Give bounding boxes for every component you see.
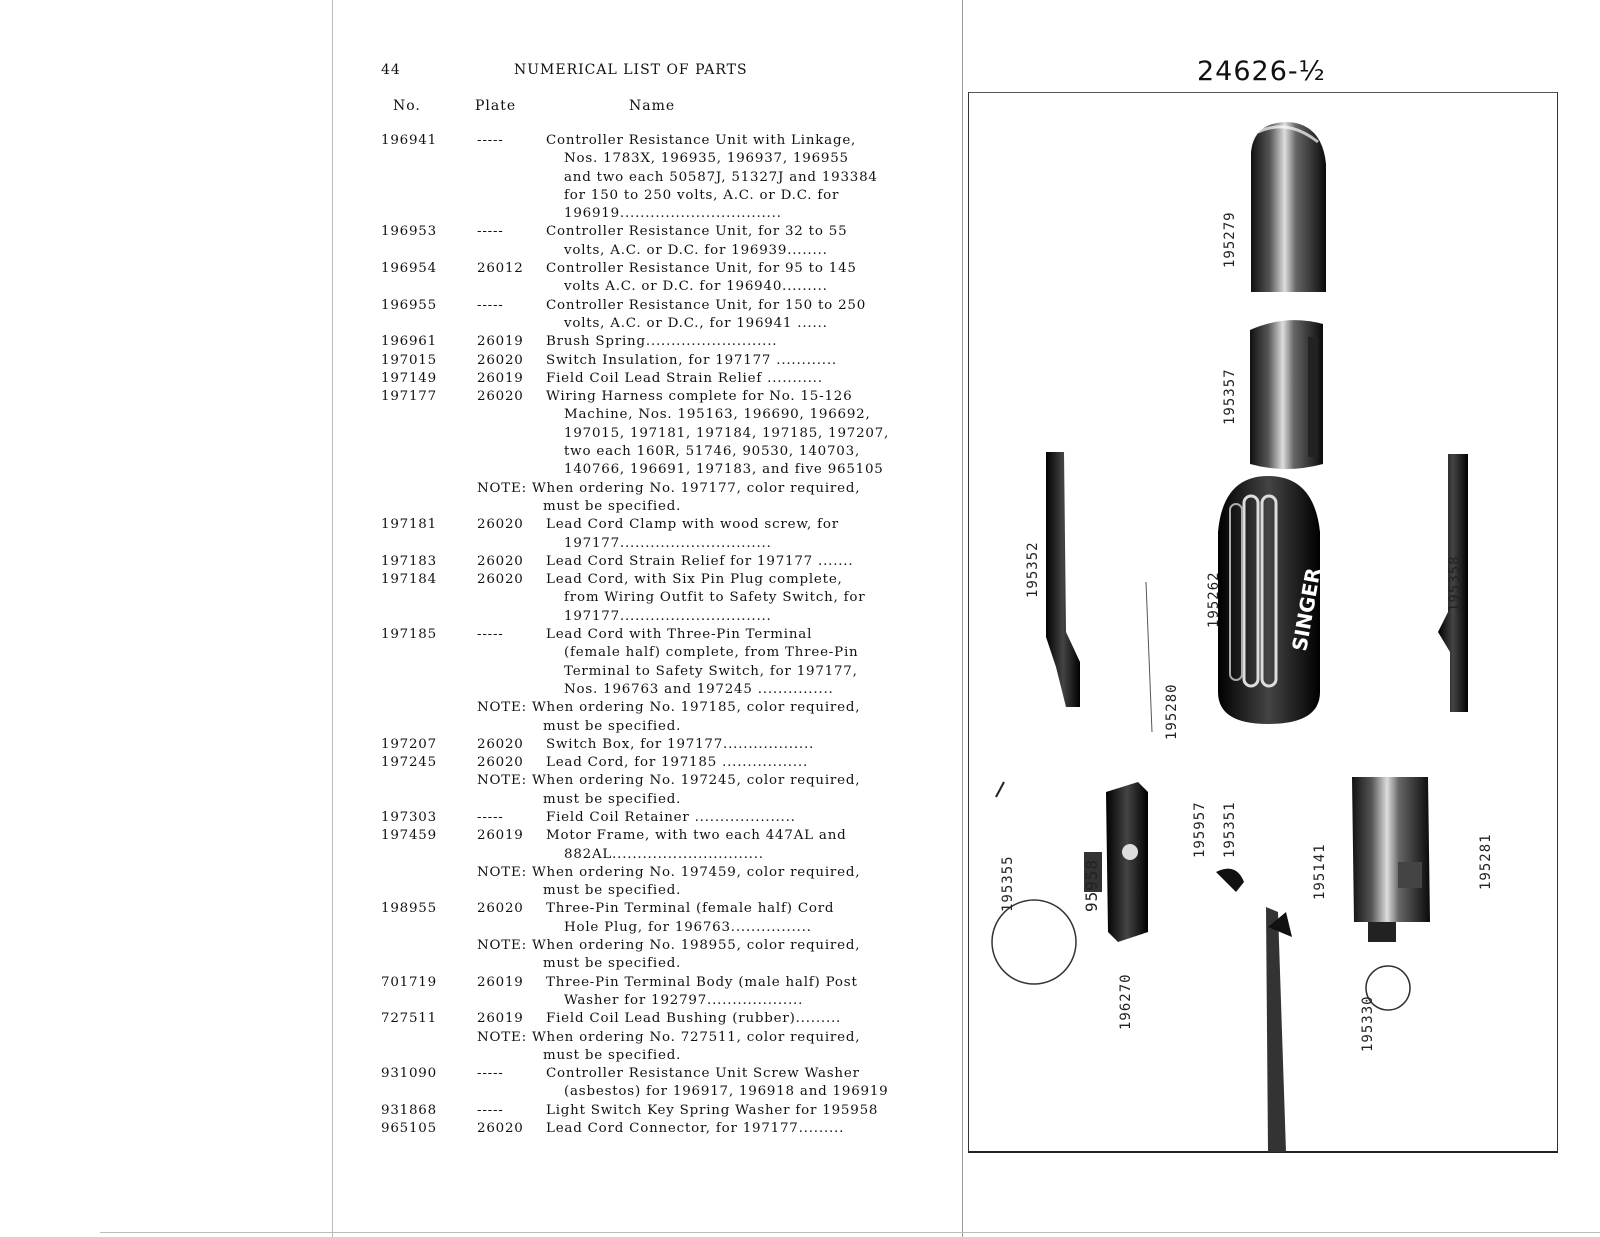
label-195279: 195279	[1222, 211, 1238, 268]
text-line: must be specified.	[543, 718, 682, 734]
text-line: NOTE: When ordering No. 727511, color required,	[477, 1029, 861, 1045]
text-line: Wiring Harness complete for No. 15-126	[546, 389, 853, 405]
plate-number-cell: -----	[477, 627, 504, 643]
text-line: must be specified.	[543, 1047, 682, 1063]
plate-number-cell: -----	[477, 809, 504, 825]
left-brush-spring-part	[1046, 452, 1080, 707]
label-195141: 195141	[1312, 843, 1328, 900]
part-name	[546, 1120, 901, 1138]
part-name	[546, 1010, 901, 1028]
parts-plate-illustration	[968, 92, 1558, 1152]
part-row	[381, 223, 901, 260]
part-number: 197015	[381, 352, 437, 368]
text-line: Motor Frame, with two each 447AL and	[546, 828, 847, 844]
part-row	[381, 736, 901, 754]
text-line: Field Coil Lead Strain Relief ...........	[546, 370, 823, 386]
page-edge-bottom	[100, 1232, 1600, 1233]
part-name	[546, 754, 901, 772]
text-line: volts, A.C. or D.C., for 196941 ......	[564, 315, 828, 331]
text-line: Lead Cord, with Six Pin Plug complete,	[546, 572, 843, 588]
part-number: 197245	[381, 755, 437, 771]
part-name	[546, 297, 901, 334]
plate-number-cell: 26020	[477, 517, 524, 533]
part-number: 197184	[381, 572, 437, 588]
text-line: Controller Resistance Unit, for 32 to 55	[546, 224, 848, 240]
part-number: 701719	[381, 974, 437, 990]
part-row	[381, 260, 901, 297]
text-line: Controller Resistance Unit, for 95 to 145	[546, 261, 857, 277]
label-195358: 195358	[1447, 555, 1463, 612]
part-row	[381, 516, 901, 553]
plate-number-cell: 26020	[477, 901, 524, 917]
text-line: (asbestos) for 196917, 196918 and 196919	[564, 1084, 889, 1100]
label-196270: 196270	[1118, 973, 1134, 1030]
plate-number-cell: 26019	[477, 370, 524, 386]
part-number: 931090	[381, 1066, 437, 1082]
text-line: Field Coil Lead Bushing (rubber).........	[546, 1011, 842, 1027]
note-row	[381, 937, 901, 974]
label-195281: 195281	[1478, 833, 1494, 890]
plate-number-cell: 26020	[477, 755, 524, 771]
page-fold	[962, 0, 963, 1237]
part-name	[546, 571, 901, 626]
text-line: Terminal to Safety Switch, for 197177,	[564, 663, 858, 679]
text-line: Light Switch Key Spring Washer for 195958	[546, 1102, 879, 1118]
text-line: must be specified.	[543, 791, 682, 807]
label-195330: 195330	[1360, 995, 1376, 1052]
plate-number-cell: -----	[477, 1066, 504, 1082]
column-header-name: Name	[629, 98, 676, 114]
part-number: 931868	[381, 1102, 437, 1118]
plate-number-cell: 26020	[477, 389, 524, 405]
part-row	[381, 132, 901, 223]
text-line: Washer for 192797...................	[564, 992, 804, 1008]
part-name	[546, 974, 901, 1011]
text-line: Switch Box, for 197177..................	[546, 736, 815, 752]
label-195352: 195352	[1025, 541, 1041, 598]
label-195351: 195351	[1222, 801, 1238, 858]
text-line: NOTE: When ordering No. 197459, color required,	[477, 864, 861, 880]
text-line: volts A.C. or D.C. for 196940.........	[564, 279, 828, 295]
text-line: volts, A.C. or D.C. for 196939........	[564, 242, 828, 258]
text-line: Switch Insulation, for 197177 ............	[546, 352, 837, 368]
text-line: for 150 to 250 volts, A.C. or D.C. for	[564, 187, 840, 203]
part-row	[381, 754, 901, 772]
text-line: (female half) complete, from Three-Pin	[564, 645, 859, 661]
label-195262: 195262	[1206, 571, 1222, 628]
note-row	[381, 772, 901, 809]
part-name	[546, 223, 901, 260]
part-name	[546, 333, 901, 351]
note-text	[477, 699, 901, 736]
part-number: 965105	[381, 1121, 437, 1137]
part-row	[381, 553, 901, 571]
plate-number-cell: 26020	[477, 553, 524, 569]
part-row	[381, 974, 901, 1011]
part-row	[381, 1120, 901, 1138]
end-cap-part	[1251, 122, 1326, 292]
note-row	[381, 864, 901, 901]
part-row	[381, 297, 901, 334]
part-row	[381, 1102, 901, 1120]
plate-number-cell: 26019	[477, 334, 524, 350]
part-number: 197459	[381, 828, 437, 844]
text-line: Machine, Nos. 195163, 196690, 196692,	[564, 407, 871, 423]
motor-unit-part	[1352, 777, 1430, 942]
part-number: 196961	[381, 334, 437, 350]
switch-cover-part	[1218, 476, 1326, 724]
part-name	[546, 388, 901, 479]
text-line: 197015, 197181, 197184, 197185, 197207,	[564, 425, 890, 441]
note-row	[381, 480, 901, 517]
text-line: must be specified.	[543, 956, 682, 972]
page-edge-left	[332, 0, 333, 1237]
part-name	[546, 809, 901, 827]
text-line: Lead Cord Connector, for 197177.........	[546, 1121, 845, 1137]
note-text	[477, 480, 901, 517]
part-number: 196955	[381, 297, 437, 313]
text-line: must be specified.	[543, 883, 682, 899]
part-number: 196953	[381, 224, 437, 240]
text-line: NOTE: When ordering No. 197185, color required,	[477, 700, 861, 716]
part-row	[381, 900, 901, 937]
part-row	[381, 809, 901, 827]
part-row	[381, 1065, 901, 1102]
part-row	[381, 370, 901, 388]
part-name	[546, 900, 901, 937]
label-195280: 195280	[1164, 683, 1180, 740]
part-number: 197177	[381, 389, 437, 405]
part-row	[381, 571, 901, 626]
plate-number-cell: 26019	[477, 828, 524, 844]
part-number: 196941	[381, 133, 437, 148]
note-text	[477, 1029, 901, 1066]
plate-number-cell: 26020	[477, 352, 524, 368]
part-name	[546, 827, 901, 864]
plate-number-cell: 26020	[477, 572, 524, 588]
label-195957: 195957	[1192, 801, 1208, 858]
column-header-plate: Plate	[475, 98, 517, 114]
text-line: Three-Pin Terminal (female half) Cord	[546, 901, 835, 917]
text-line: Brush Spring..........................	[546, 334, 778, 350]
part-name	[546, 370, 901, 388]
text-line: 140766, 196691, 197183, and five 965105	[564, 462, 884, 478]
text-line: NOTE: When ordering No. 197177, color required,	[477, 480, 861, 496]
plate-number-cell: -----	[477, 224, 504, 240]
text-line: NOTE: When ordering No. 198955, color required,	[477, 938, 861, 954]
part-number: 198955	[381, 901, 437, 917]
part-row	[381, 626, 901, 699]
text-line: Controller Resistance Unit Screw Washer	[546, 1066, 860, 1082]
note-row	[381, 1029, 901, 1066]
plate-number-cell: -----	[477, 133, 504, 148]
text-line: 196919................................	[564, 206, 782, 222]
text-line: Field Coil Retainer ....................	[546, 809, 796, 825]
text-line: 197177..............................	[564, 608, 772, 624]
parts-list	[381, 132, 901, 1138]
plate-number-cell: -----	[477, 297, 504, 313]
part-number: 197207	[381, 736, 437, 752]
text-line: Nos. 196763 and 197245 ...............	[564, 681, 834, 697]
text-line: NOTE: When ordering No. 197245, color required,	[477, 773, 861, 789]
page-title: NUMERICAL LIST OF PARTS	[514, 62, 748, 78]
part-name	[546, 1102, 901, 1120]
text-line: from Wiring Outfit to Safety Switch, for	[564, 590, 866, 606]
part-name	[546, 132, 901, 223]
text-line: Lead Cord Strain Relief for 197177 .......	[546, 553, 854, 569]
part-row	[381, 352, 901, 370]
text-line: Hole Plug, for 196763................	[564, 919, 812, 935]
text-line: Lead Cord with Three-Pin Terminal	[546, 627, 813, 643]
text-line: Controller Resistance Unit, for 150 to 250	[546, 297, 867, 313]
part-number: 197183	[381, 553, 437, 569]
part-number: 197181	[381, 517, 437, 533]
part-name	[546, 626, 901, 699]
text-line: must be specified.	[543, 498, 682, 514]
part-number: 197185	[381, 627, 437, 643]
plate-number-cell: 26012	[477, 261, 524, 277]
text-line: Nos. 1783X, 196935, 196937, 196955	[564, 151, 849, 167]
label-95958: 95958	[1082, 858, 1101, 912]
text-line: Lead Cord Clamp with wood screw, for	[546, 517, 839, 533]
note-text	[477, 772, 901, 809]
plate-number-cell: 26019	[477, 974, 524, 990]
part-name	[546, 260, 901, 297]
text-line: 197177..............................	[564, 535, 772, 551]
label-195355: 195355	[1000, 855, 1016, 912]
note-text	[477, 937, 901, 974]
part-name	[546, 516, 901, 553]
text-line: Three-Pin Terminal Body (male half) Post	[546, 974, 858, 990]
part-name	[546, 352, 901, 370]
part-number: 197149	[381, 370, 437, 386]
text-line: two each 160R, 51746, 90530, 140703,	[564, 444, 860, 460]
part-number: 727511	[381, 1011, 437, 1027]
part-row	[381, 388, 901, 479]
part-number: 197303	[381, 809, 437, 825]
part-row	[381, 1010, 901, 1028]
part-number: 196954	[381, 261, 437, 277]
text-line: 882AL..............................	[564, 846, 764, 862]
part-row	[381, 827, 901, 864]
lead-cord-part	[1216, 869, 1292, 1152]
plate-number-cell: 26020	[477, 1121, 524, 1137]
page-number: 44	[381, 62, 401, 78]
part-name	[546, 553, 901, 571]
plate-number-cell: 26019	[477, 1011, 524, 1027]
note-row	[381, 699, 901, 736]
plate-number-cell: 26020	[477, 736, 524, 752]
text-line: and two each 50587J, 51327J and 193384	[564, 169, 878, 185]
plate-number-cell: -----	[477, 1102, 504, 1118]
housing-sleeve-part	[1250, 320, 1323, 469]
part-name	[546, 736, 901, 754]
text-line: Controller Resistance Unit with Linkage,	[546, 133, 857, 148]
column-header-no: No.	[393, 98, 421, 114]
brand-logo: SINGER	[1287, 565, 1326, 653]
label-195357: 195357	[1222, 368, 1238, 425]
part-row	[381, 333, 901, 351]
part-name	[546, 1065, 901, 1102]
note-text	[477, 864, 901, 901]
text-line: Lead Cord, for 197185 .................	[546, 755, 809, 771]
plate-number: 24626-½	[1197, 56, 1326, 87]
